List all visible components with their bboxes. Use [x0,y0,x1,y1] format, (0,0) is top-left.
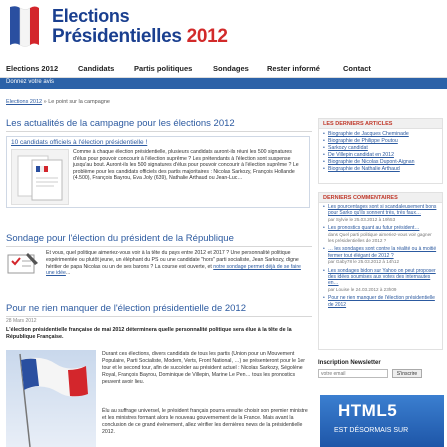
nav-contact[interactable]: Contact [343,64,371,73]
subnav-bar [0,78,447,89]
recent-comments-widget [318,192,443,350]
french-flag-photo [6,350,96,447]
post-paragraph-2: Élu au suffrage universel, le président français pourra ensuite choisir son premier ministre et les ministres formant alors le nouveau gouvernement de la France. Mais avant la conclusion de ce grand évènement, allez vérifier les dernières news de la présidentielle 2012. [102,408,308,435]
comment-item [319,203,442,224]
newsletter-subscribe-button[interactable]: S'inscrire [392,369,422,378]
sondage-text-end: ... [65,270,71,277]
ballot-vote-icon [6,251,40,275]
section-heading-actualites[interactable]: Les actualités de la campagne pour les élections 2012 [6,118,235,129]
sondage-link[interactable]: notre sondage permet déjà de se faire une idée [46,263,301,277]
comment-item [319,294,442,309]
newsletter-email-input[interactable] [318,369,388,378]
recent-article-link[interactable]: • Biographie de Philippe Poutou [323,138,438,145]
recent-article-link[interactable]: • Biographie de Nathalie Arthaud [323,166,438,173]
recent-article-link[interactable]: • Biographie de Jacques Cheminade [323,131,438,138]
site-title-word: Présidentielles [52,26,182,47]
article-thumbnail-image[interactable] [11,149,69,205]
nav-rester-informe[interactable]: Rester informé [267,64,320,73]
site-header [0,0,447,58]
section-heading-sondage[interactable]: Sondage pour l'élection du président de la République [6,233,234,244]
breadcrumb-home-link[interactable]: Elections 2012 [6,99,43,105]
recent-articles-widget [318,118,443,184]
comment-meta: par Gaby78 le 25.03.2012 à 14h12 [328,259,400,265]
site-title-line2[interactable] [52,26,228,48]
section-heading-election[interactable]: Pour ne rien manquer de l'élection présidentielle de 2012 [6,303,247,314]
recent-articles-list [319,129,442,175]
comment-link[interactable]: • … les sondages sont contre la réalité ou à moitié fermer tout élégant de 2012 ? [323,246,438,259]
divider [6,131,312,132]
recent-article-link[interactable]: • Sarkozy candidat [323,145,438,152]
nav-sondages[interactable]: Sondages [213,64,249,73]
comment-meta: dans Quel parti politique aimeriez-vous voir gagner les présidentielles de 2012 ? [328,231,432,244]
recent-articles-title: LES DERNIERS ARTICLES [319,119,442,129]
sondage-text [46,250,308,277]
divider [6,246,312,247]
newsletter-title: Inscription Newsletter [318,360,381,366]
featured-article-title-link[interactable]: 10 candidats officiels à l'élection présidentielle ! [11,139,148,146]
nav-candidats[interactable]: Candidats [78,64,115,73]
banner-title: HTML5 [338,401,398,420]
comment-item [319,224,442,245]
comment-link[interactable]: • Les pourcentages sont si scandaleusement bons pour Sarko qu'ils sonnent très, très faux… [323,204,438,217]
recent-article-link[interactable]: • Biographie de Nicolas Dupont-Aignan [323,159,438,166]
subnav-donnez-avis-link[interactable]: Donnez votre avis [6,79,55,85]
sondage-text-body: Et vous, quel politique aimeriez-vous voir à la tête du pays entre 2012 et 2017 ? Une personnalité politique expérimentée ou plutôt jeune, un éléphant du PS ou une candidate "hors" parti socialiste, Jean Sarkozy, digne héritier de papa Nicolas ou un de ses barons ? La course est ouverte, et [46,250,299,270]
breadcrumb-current: Le point sur la campagne [48,99,110,105]
post-paragraph-1: Durant ces élections, divers candidats de tous les partis (Union pour un Mouvement Populaire, Parti Socialiste, Modem, Verts, Front National, …) se présenteront pour le 1er tour et le second tour, afin de succéder au président actuel : Nicolas Sarkozy, Ségolène Royal, François Bayrou, Dominique de Villepin, Marine Le Pen… tous les pronostics peuvent avoir lieu. [102,351,305,385]
nav-partis-politiques[interactable]: Partis politiques [134,64,193,73]
comment-link[interactable]: • Les pronostics quant au futur président… [323,225,438,231]
html5-ad-banner[interactable] [320,395,444,447]
featured-article-excerpt: Comme à chaque élection présidentielle, plusieurs candidats auront-ils réuni les 500 signatures d'élus pour pouvoir concourir à l'élection suprême ? Les prétendants à l'élection sont suspense jusqu'au bout. Auront-ils les 500 signatures d'élus pour pouvoir concourir à l'élection suprême ? Le problème pour les candidats officiels des partis majoritaires : Nicolas Sarkozy, François Hollande (4.500), François Bayrou, Eva Joly (639), Nathalie Arthaud ou Jean-Luc… [73,149,299,182]
recent-article-link[interactable]: • De Villepin candidat en 2012 [323,152,438,159]
comment-link[interactable]: • Les sondages bidon sur Yahoo on peut proposer des idées soumises aux votes des internautes en… [323,268,438,287]
main-navigation [0,62,447,78]
post-lead: L'élection présidentielle française de mai 2012 déterminera quelle personnalité politique sera élue à la tête de la République Française. [6,327,292,340]
french-flag-logo-icon[interactable] [6,5,42,48]
post-date: 28 Mars 2012 [6,318,37,324]
nav-elections-2012[interactable]: Elections 2012 [6,64,59,73]
site-title-line1[interactable]: Elections [52,6,130,26]
document-icon [12,150,68,204]
recent-comments-title: DERNIERS COMMENTAIRES [319,193,442,203]
featured-article-card [6,136,310,208]
comment-meta: par Louise le 24.03.2012 à 23h09 [328,286,397,292]
comment-item [319,267,442,295]
breadcrumb [6,99,110,105]
comment-link[interactable]: • Pour ne rien manquer de l'élection présidentielle de 2012 [323,295,438,308]
comment-item [319,245,442,266]
breadcrumb-separator: » [42,99,49,105]
banner-subtitle: EST DÉSORMAIS SUR [334,427,409,434]
divider [6,316,312,317]
comment-meta: par Sylvie le 25.03.2012 à 19h53 [328,216,396,222]
site-title-year: 2012 [186,26,228,47]
